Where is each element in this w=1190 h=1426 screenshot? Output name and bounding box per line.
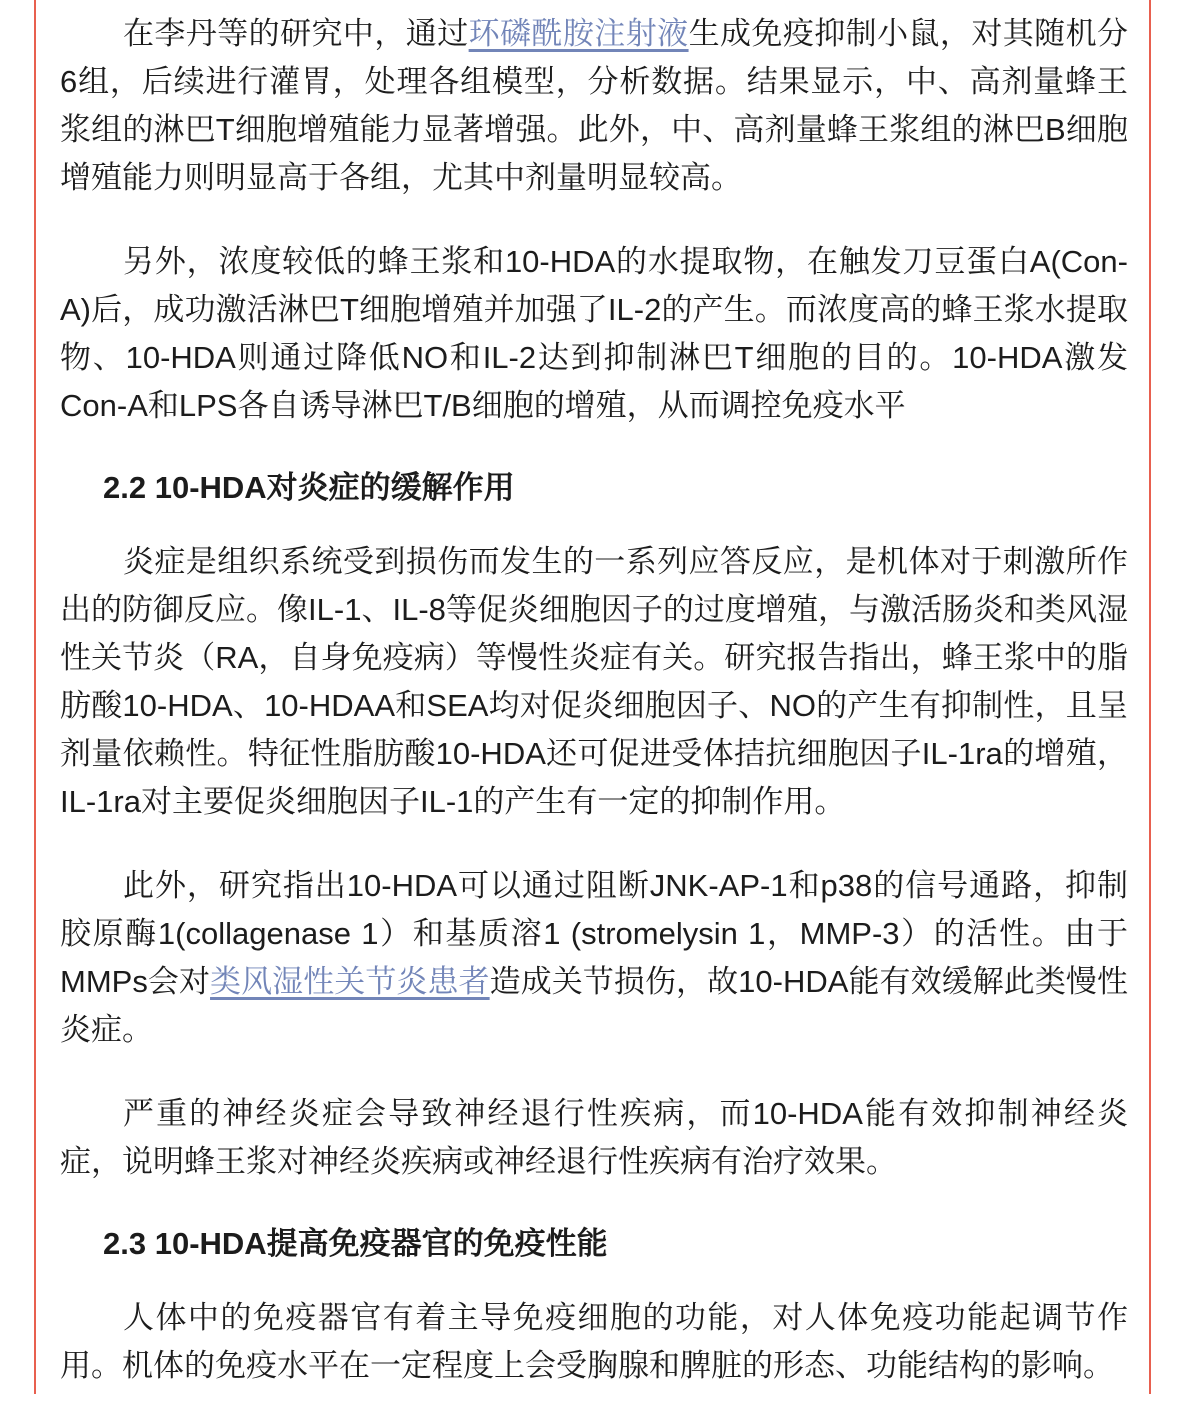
paragraph-signal-pathway xyxy=(60,862,1128,1054)
cyclophosphamide-injection-link[interactable]: 环磷酰胺注射液 xyxy=(468,16,689,51)
section-heading-2-2: 2.2 10-HDA对炎症的缓解作用 xyxy=(103,470,515,505)
paragraph-text: 在李丹等的研究中，通过 xyxy=(123,16,469,51)
article-body xyxy=(60,10,1128,1426)
left-margin-line xyxy=(34,0,36,1394)
paragraph-text: 生成免疫抑制小鼠，对其随机分6组，后续进行灌胃，处理各组模型，分析数据。结果显示，中、高剂量蜂王浆组的淋巴T细胞增殖能力显著增强。此外，中、高剂量蜂王浆组的淋巴B细胞增殖能力则明显高于各组，尤其中剂量明显较高。 xyxy=(60,16,1129,195)
paragraph-water-extract: 另外，浓度较低的蜂王浆和10-HDA的水提取物，在触发刀豆蛋白A(Con-A)后，成功激活淋巴T细胞增殖并加强了IL-2的产生。而浓度高的蜂王浆水提取物、10-HDA则通过降低NO和IL-2达到抑制淋巴T细胞的目的。10-HDA激发Con-A和LPS各自诱导淋巴T/B细胞的增殖，从而调控免疫水平 xyxy=(60,244,1128,423)
paragraph-immunosuppressed-mice xyxy=(60,10,1128,202)
rheumatoid-arthritis-link[interactable]: 类风湿性关节炎患者 xyxy=(210,964,490,999)
paragraph-neuroinflammation: 严重的神经炎症会导致神经退行性疾病，而10-HDA能有效抑制神经炎症，说明蜂王浆对神经炎疾病或神经退行性疾病有治疗效果。 xyxy=(60,1096,1128,1179)
section-heading-2-3: 2.3 10-HDA提高免疫器官的免疫性能 xyxy=(103,1226,608,1261)
paragraph-inflammation-overview: 炎症是组织系统受到损伤而发生的一系列应答反应，是机体对于刺激所作出的防御反应。像IL-1、IL-8等促炎细胞因子的过度增殖，与激活肠炎和类风湿性关节炎（RA，自身免疫病）等慢性炎症有关。研究报告指出，蜂王浆中的脂肪酸10-HDA、10-HDAA和SEA均对促炎细胞因子、NO的产生有抑制性，且呈剂量依赖性。特征性脂肪酸10-HDA还可促进受体拮抗细胞因子IL-1ra的增殖，IL-1ra对主要促炎细胞因子IL-1的产生有一定的抑制作用。 xyxy=(60,544,1128,819)
paragraph-text: 此外，研究指出10-HDA可以通过阻断JNK-AP-1和p38的信号通路，抑制胶原酶1(collagenase 1）和基质溶1 (stromelysin 1，MMP-3）的活性。由于MMPs会对 xyxy=(60,868,1128,999)
paragraph-immune-organs: 人体中的免疫器官有着主导免疫细胞的功能，对人体免疫功能起调节作用。机体的免疫水平在一定程度上会受胸腺和脾脏的形态、功能结构的影响。 xyxy=(60,1300,1128,1383)
paragraph-text: 造成关节损伤，故10-HDA能有效缓解此类慢性炎症。 xyxy=(60,964,1128,1047)
right-margin-line xyxy=(1149,0,1151,1394)
